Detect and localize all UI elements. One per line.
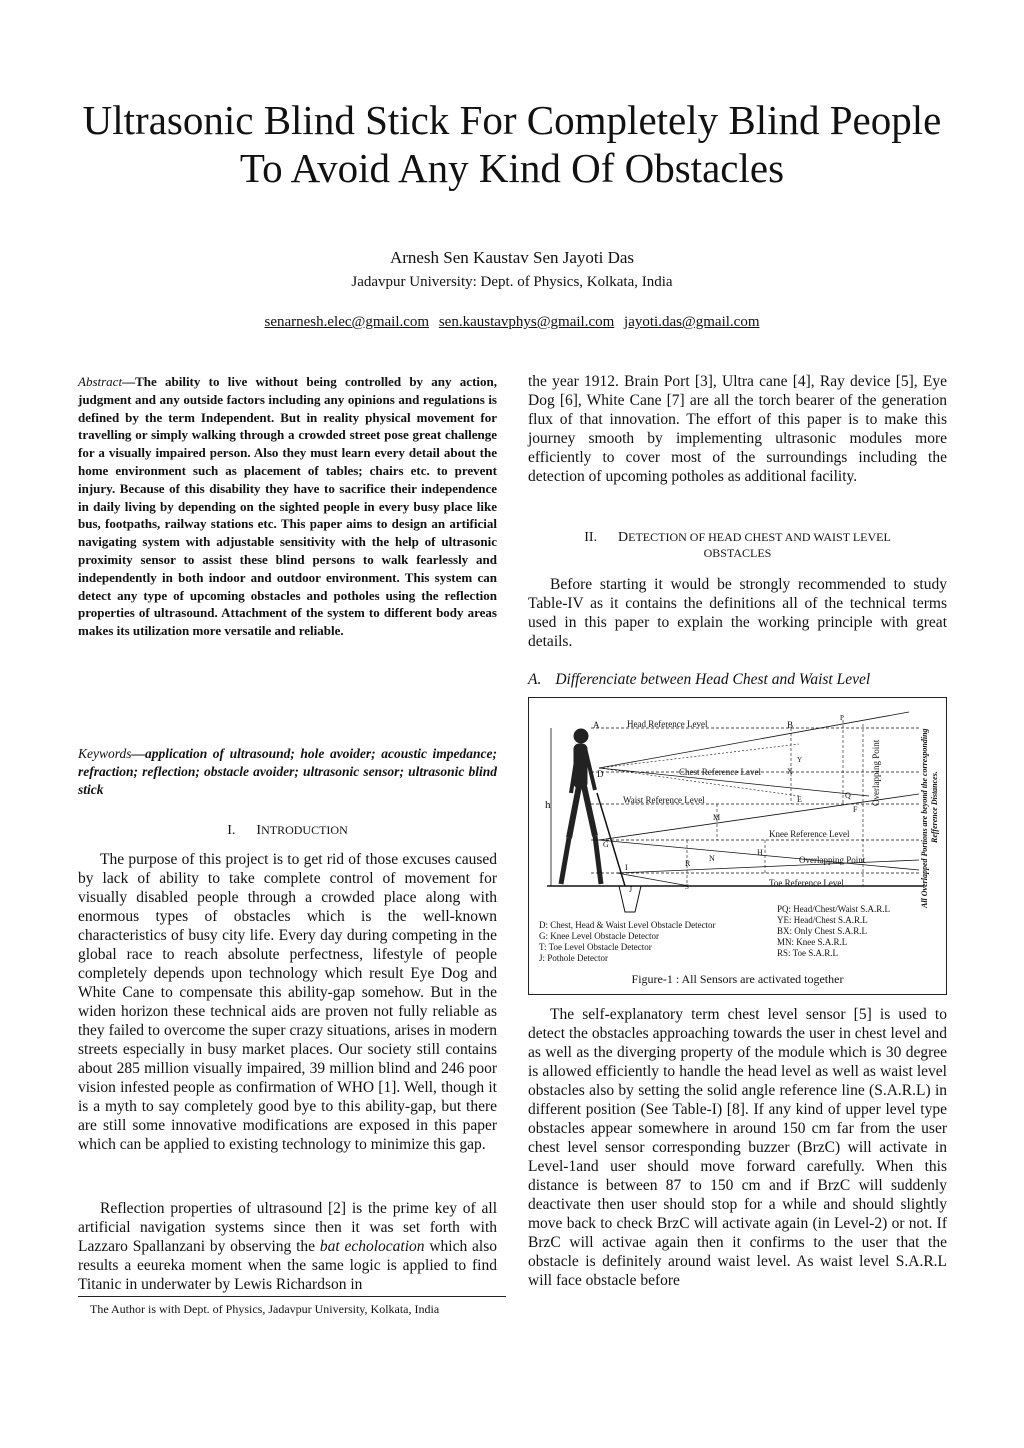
paper-title — [40, 96, 984, 192]
section-heading-detection — [528, 530, 947, 561]
point-Q: Q — [845, 791, 851, 800]
point-I: I — [625, 863, 628, 872]
section-title-rest: ETECTION OF HEAD CHEST AND WAIST LEVEL — [628, 530, 891, 544]
section-number: I. — [227, 823, 236, 838]
point-N: N — [709, 854, 715, 863]
footnote: The Author is with Dept. of Physics, Jadavpur University, Kolkata, India — [90, 1302, 440, 1316]
section-heading-line-2: OBSTACLES — [703, 546, 772, 560]
label-overlap: Overlapping Point — [799, 855, 866, 865]
legend-right-3: BX: Only Chest S.A.R.L — [777, 926, 868, 936]
affiliation: Jadavpur University: Dept. of Physics, Kolkata, India — [351, 274, 673, 290]
legend-left-3: T: Toe Level Obstacle Detector — [539, 942, 652, 952]
subsection-heading — [528, 671, 884, 689]
figure-caption: Figure-1 : All Sensors are activated together — [631, 972, 844, 986]
point-M: M — [713, 813, 721, 822]
point-A: A — [593, 720, 600, 730]
side-note-line-2: Refference Distances. — [930, 771, 939, 843]
legend-left-2: G: Knee Level Obstacle Detector — [539, 931, 659, 941]
legend-right-2: YE: Head/Chest S.A.R.L — [777, 915, 868, 925]
email-link-3[interactable]: jayoti.das@gmail.com — [624, 314, 760, 330]
email-links — [0, 314, 1024, 331]
point-S: S — [685, 883, 689, 891]
beam-T-down — [617, 873, 689, 886]
point-P: P — [840, 714, 844, 722]
subsection-number: A. — [528, 671, 542, 688]
label-knee-ref: Knee Reference Level — [769, 829, 850, 839]
legend-right-5: RS: Toe S.A.R.L — [777, 948, 838, 958]
abstract-text: —The ability to live without being controlled by any action, judgment and any outside factors including any opinions and regulations is defined by the term Independent. But in reality physical movement for travelling or simply walking through a crowded street pose great challenge for a visually impaired person. Also they must learn every detail about the home environment such as placement of tables; chairs etc. to prevent injury. Because of this disability they have to sacrifice their independence in daily living by depending on the sighted people in every busy place like bus, footpaths, railway stations etc. This paper aims to design an artificial navigating system with adjustable sensitivity with the help of ultrasonic proximity sensor to assist these blind persons to walk fearlessly and independently in both indoor and outdoor environment. This system can detect any type of upcoming obstacles and potholes using the reflection properties of ultrasound. Attachment of the system to different body areas makes its utilization more versatile and reliable. — [78, 374, 497, 639]
title-line-1: Ultrasonic Blind Stick For Completely Blind People — [82, 97, 942, 143]
intro-paragraph-1: The purpose of this project is to get rid of those excuses caused by lack of ability to take complete control of movement for visually disabled people through a crowded place along with enormous types of obstacles which is the well-known characteristics of busy city life. Every day during competing in the global race to reach absolute perfectness, lifestyle of people completely depends upon technology which result Eye Dog and White Cane to compensate this ability-gap somehow. But in the widen horizon these technical aids are proven not fully reliable as they failed to overcome the super crazy situations, arises in modern streets especially in busy market places. Our society still contains about 285 million visually impaired, 39 million blind and 246 poor vision infested people as confirmation of WHO [1]. Well, though it is a myth to say completely good bye to this ability-gap, but there are still some innovative modifications are exposed in this paper which can be applied to existing technology to minimize this gap. — [78, 851, 497, 1153]
section2-paragraph-1: Before starting it would be strongly recommended to study Table-IV as it contains the definitions all of the technical terms used in this paper to explain the working principle with great details. — [528, 576, 947, 650]
legend-right-4: MN: Knee S.A.R.L — [777, 937, 848, 947]
label-h: h — [545, 799, 551, 811]
email-link-2[interactable]: sen.kaustavphys@gmail.com — [438, 314, 615, 330]
section-heading-introduction — [78, 823, 497, 839]
label-head-ref: Head Reference Level — [627, 719, 708, 729]
legend-sarl — [777, 904, 890, 958]
legend-left-4: J: Pothole Detector — [539, 953, 608, 963]
right-paragraph-1: the year 1912. Brain Port [3], Ultra cane [4], Ray device [5], Eye Dog [6], White Cane [7] are all the torch bearer of the generation flux of that innovation. The effort of this paper is to make this journey smooth by implementing ultrasonic modules more efficiently to cover most of the surroundings including the detection of upcoming potholes as additional facility. — [528, 373, 947, 485]
abstract — [78, 373, 497, 640]
point-F: F — [853, 805, 858, 814]
authors: Arnesh Sen Kaustav Sen Jayoti Das — [389, 248, 635, 267]
point-G: G — [603, 840, 609, 849]
point-R: R — [685, 859, 691, 868]
title-line-2: To Avoid Any Kind Of Obstacles — [239, 145, 785, 191]
email-link-1[interactable]: senarnesh.elec@gmail.com — [264, 314, 430, 330]
point-J: J — [629, 885, 633, 894]
figure-diagram — [529, 698, 948, 996]
section-number: II. — [584, 530, 598, 545]
right-paragraph-2: The self-explanatory term chest level sensor [5] is used to detect the obstacles approaching towards the user in chest level and as well as the diverging property of the module which is 30 degree is allowed efficiently to handle the head level as well as waist level obstacles also by setting the solid angle reference line (S.A.R.L) in different position (See Table-I) [8]. If any kind of upper level type obstacles appear somewhere in around 150 cm far from the user chest level sensor corresponding buzzer (BrzC) will activate in Level-1and user should move forward carefully. When this distance is between 87 to 150 cm and if BrzC will suddenly deactivate then user should stop for a while and should slightly move back to check BrzC will activate again (in Level-2) or not. If BrzC will activae again then it confirms to the user that the obstacle is definitely around waist level. As waist level S.A.R.L will face obstacle before — [528, 1006, 947, 1289]
intro-p2-part-a: Reflection properties of ultrasound [2] is the prime key of all artificial navigation systems since then it was set forth with Lazzaro Spallanzani by observing the — [78, 1200, 497, 1255]
section-title-first: D — [618, 530, 629, 545]
point-D: D — [597, 769, 604, 779]
intro-p2-part-b: which also results a eeureka moment when the same logic is applied to find Titanic in underwater by Lewis Richardson in — [78, 1238, 497, 1293]
keywords-text: —application of ultrasound; hole avoider; acoustic impedance; refraction; reflection; obstacle avoider; ultrasonic sensor; ultrasonic blind stick — [78, 746, 497, 797]
section-title-first: I — [256, 823, 262, 838]
intro-p2-emphasis: bat echolocation — [319, 1238, 425, 1255]
side-note-line-1: All Overlapped Portions are beyond the corresponding — [920, 728, 929, 908]
abstract-lead: Abstract — [78, 374, 123, 389]
point-H: H — [757, 848, 763, 857]
legend-right-1: PQ: Head/Chest/Waist S.A.R.L — [777, 904, 891, 914]
figure-1 — [528, 697, 947, 995]
keywords-lead: Keywords — [78, 746, 132, 761]
label-overlap-vertical: Overlapping Point — [871, 739, 881, 806]
section-heading-line-1 — [528, 530, 947, 546]
label-waist-ref: Waist Reference Level — [623, 795, 705, 805]
legend-sensors — [539, 920, 716, 963]
point-E: E — [797, 795, 802, 804]
point-X: X — [787, 767, 793, 776]
subsection-title: Differenciate between Head Chest and Waist Level — [555, 671, 871, 688]
point-B: B — [787, 720, 794, 730]
point-Y: Y — [797, 756, 803, 764]
footnote-rule — [78, 1296, 506, 1297]
walking-person-icon — [561, 729, 601, 884]
beam-DY — [599, 744, 799, 768]
label-chest-ref: Chest Reference Lavel — [679, 767, 761, 777]
section-title-rest: NTRODUCTION — [261, 823, 348, 837]
beam-T-up — [617, 860, 919, 873]
label-toe-ref: Toe Reference Level — [769, 878, 844, 888]
legend-left-1: D: Chest, Head & Waist Level Obstacle Detector — [539, 920, 716, 930]
keywords — [78, 745, 497, 798]
intro-paragraph-2 — [78, 1199, 497, 1294]
